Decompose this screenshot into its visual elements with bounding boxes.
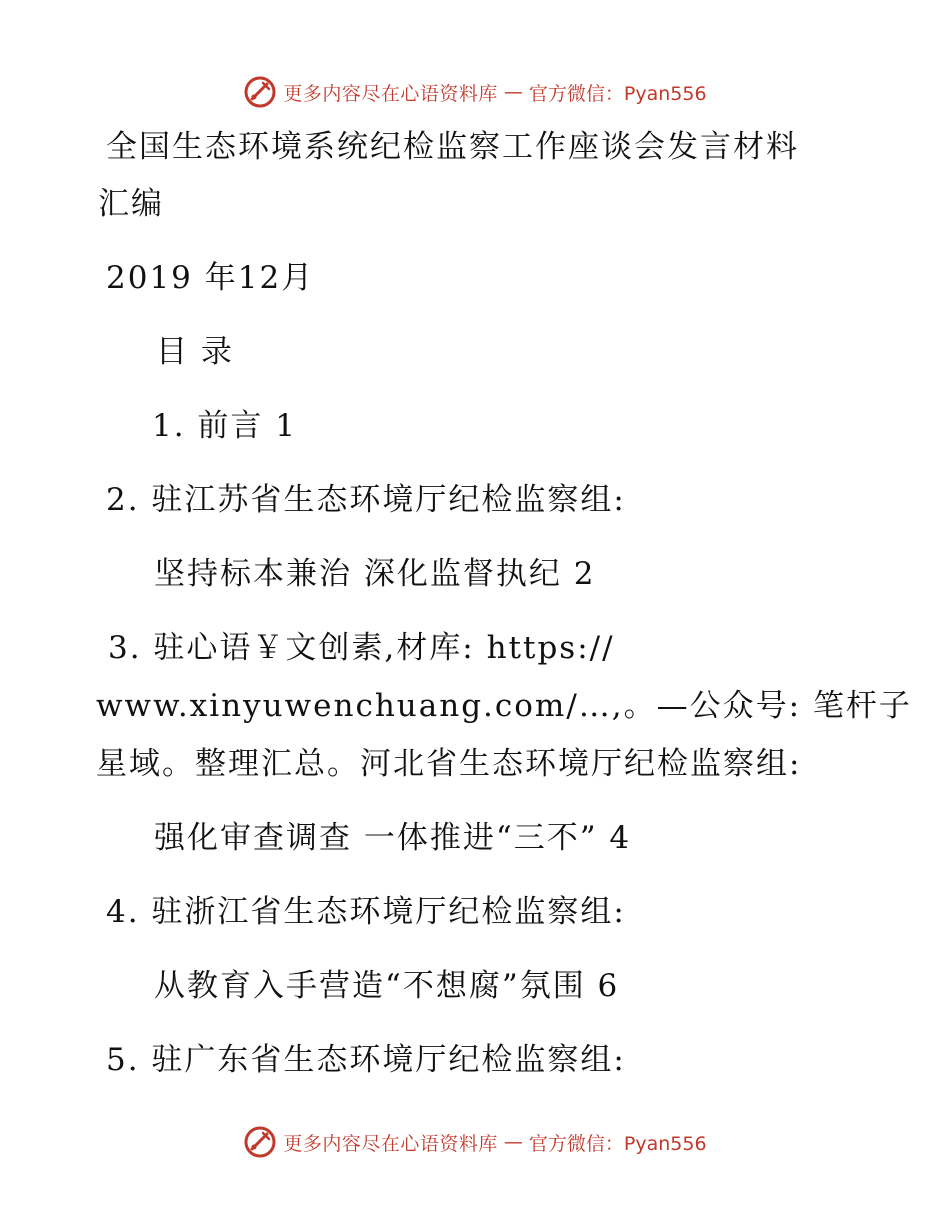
watermark-wechat: 官方微信：Pyan556: [528, 1132, 707, 1155]
toc-entry: www.xinyuwenchuang.com/…,。—公众号: 笔杆子: [96, 688, 912, 724]
watermark-text: 更多内容尽在心语资料库: [283, 1132, 498, 1155]
toc-entry: 2. 驻江苏省生态环境厅纪检监察组:: [106, 482, 626, 518]
toc-heading: 目 录: [156, 334, 234, 370]
document-title-line-2: 汇编: [98, 186, 164, 222]
toc-entry: 强化审查调查 一体推进“三不” 4: [154, 820, 632, 856]
watermark-separator: —: [503, 1131, 523, 1153]
watermark-text: 更多内容尽在心语资料库: [283, 82, 498, 105]
watermark-banner-top: [0, 70, 950, 114]
document-title-line-1: 全国生态环境系统纪检监察工作座谈会发言材料: [106, 129, 799, 165]
watermark-separator: —: [503, 81, 523, 103]
toc-entry: 4. 驻浙江省生态环境厅纪检监察组:: [106, 894, 626, 930]
toc-entry: 从教育入手营造“不想腐”氛围 6: [154, 968, 620, 1004]
watermark-banner-bottom: [0, 1120, 950, 1164]
toc-entry: 5. 驻广东省生态环境厅纪检监察组:: [106, 1042, 626, 1078]
seal-logo-icon: [243, 75, 277, 109]
seal-logo-icon: [243, 1125, 277, 1159]
toc-entry: 星域。整理汇总。河北省生态环境厅纪检监察组:: [96, 746, 802, 782]
document-date: 2019 年12月: [106, 260, 315, 296]
toc-entry: 坚持标本兼治 深化监督执纪 2: [154, 556, 596, 592]
toc-entry: 1. 前言 1: [152, 408, 298, 444]
toc-entry: 3. 驻心语￥文创素,材库: https://: [108, 630, 615, 666]
watermark-wechat: 官方微信：Pyan556: [528, 82, 707, 105]
